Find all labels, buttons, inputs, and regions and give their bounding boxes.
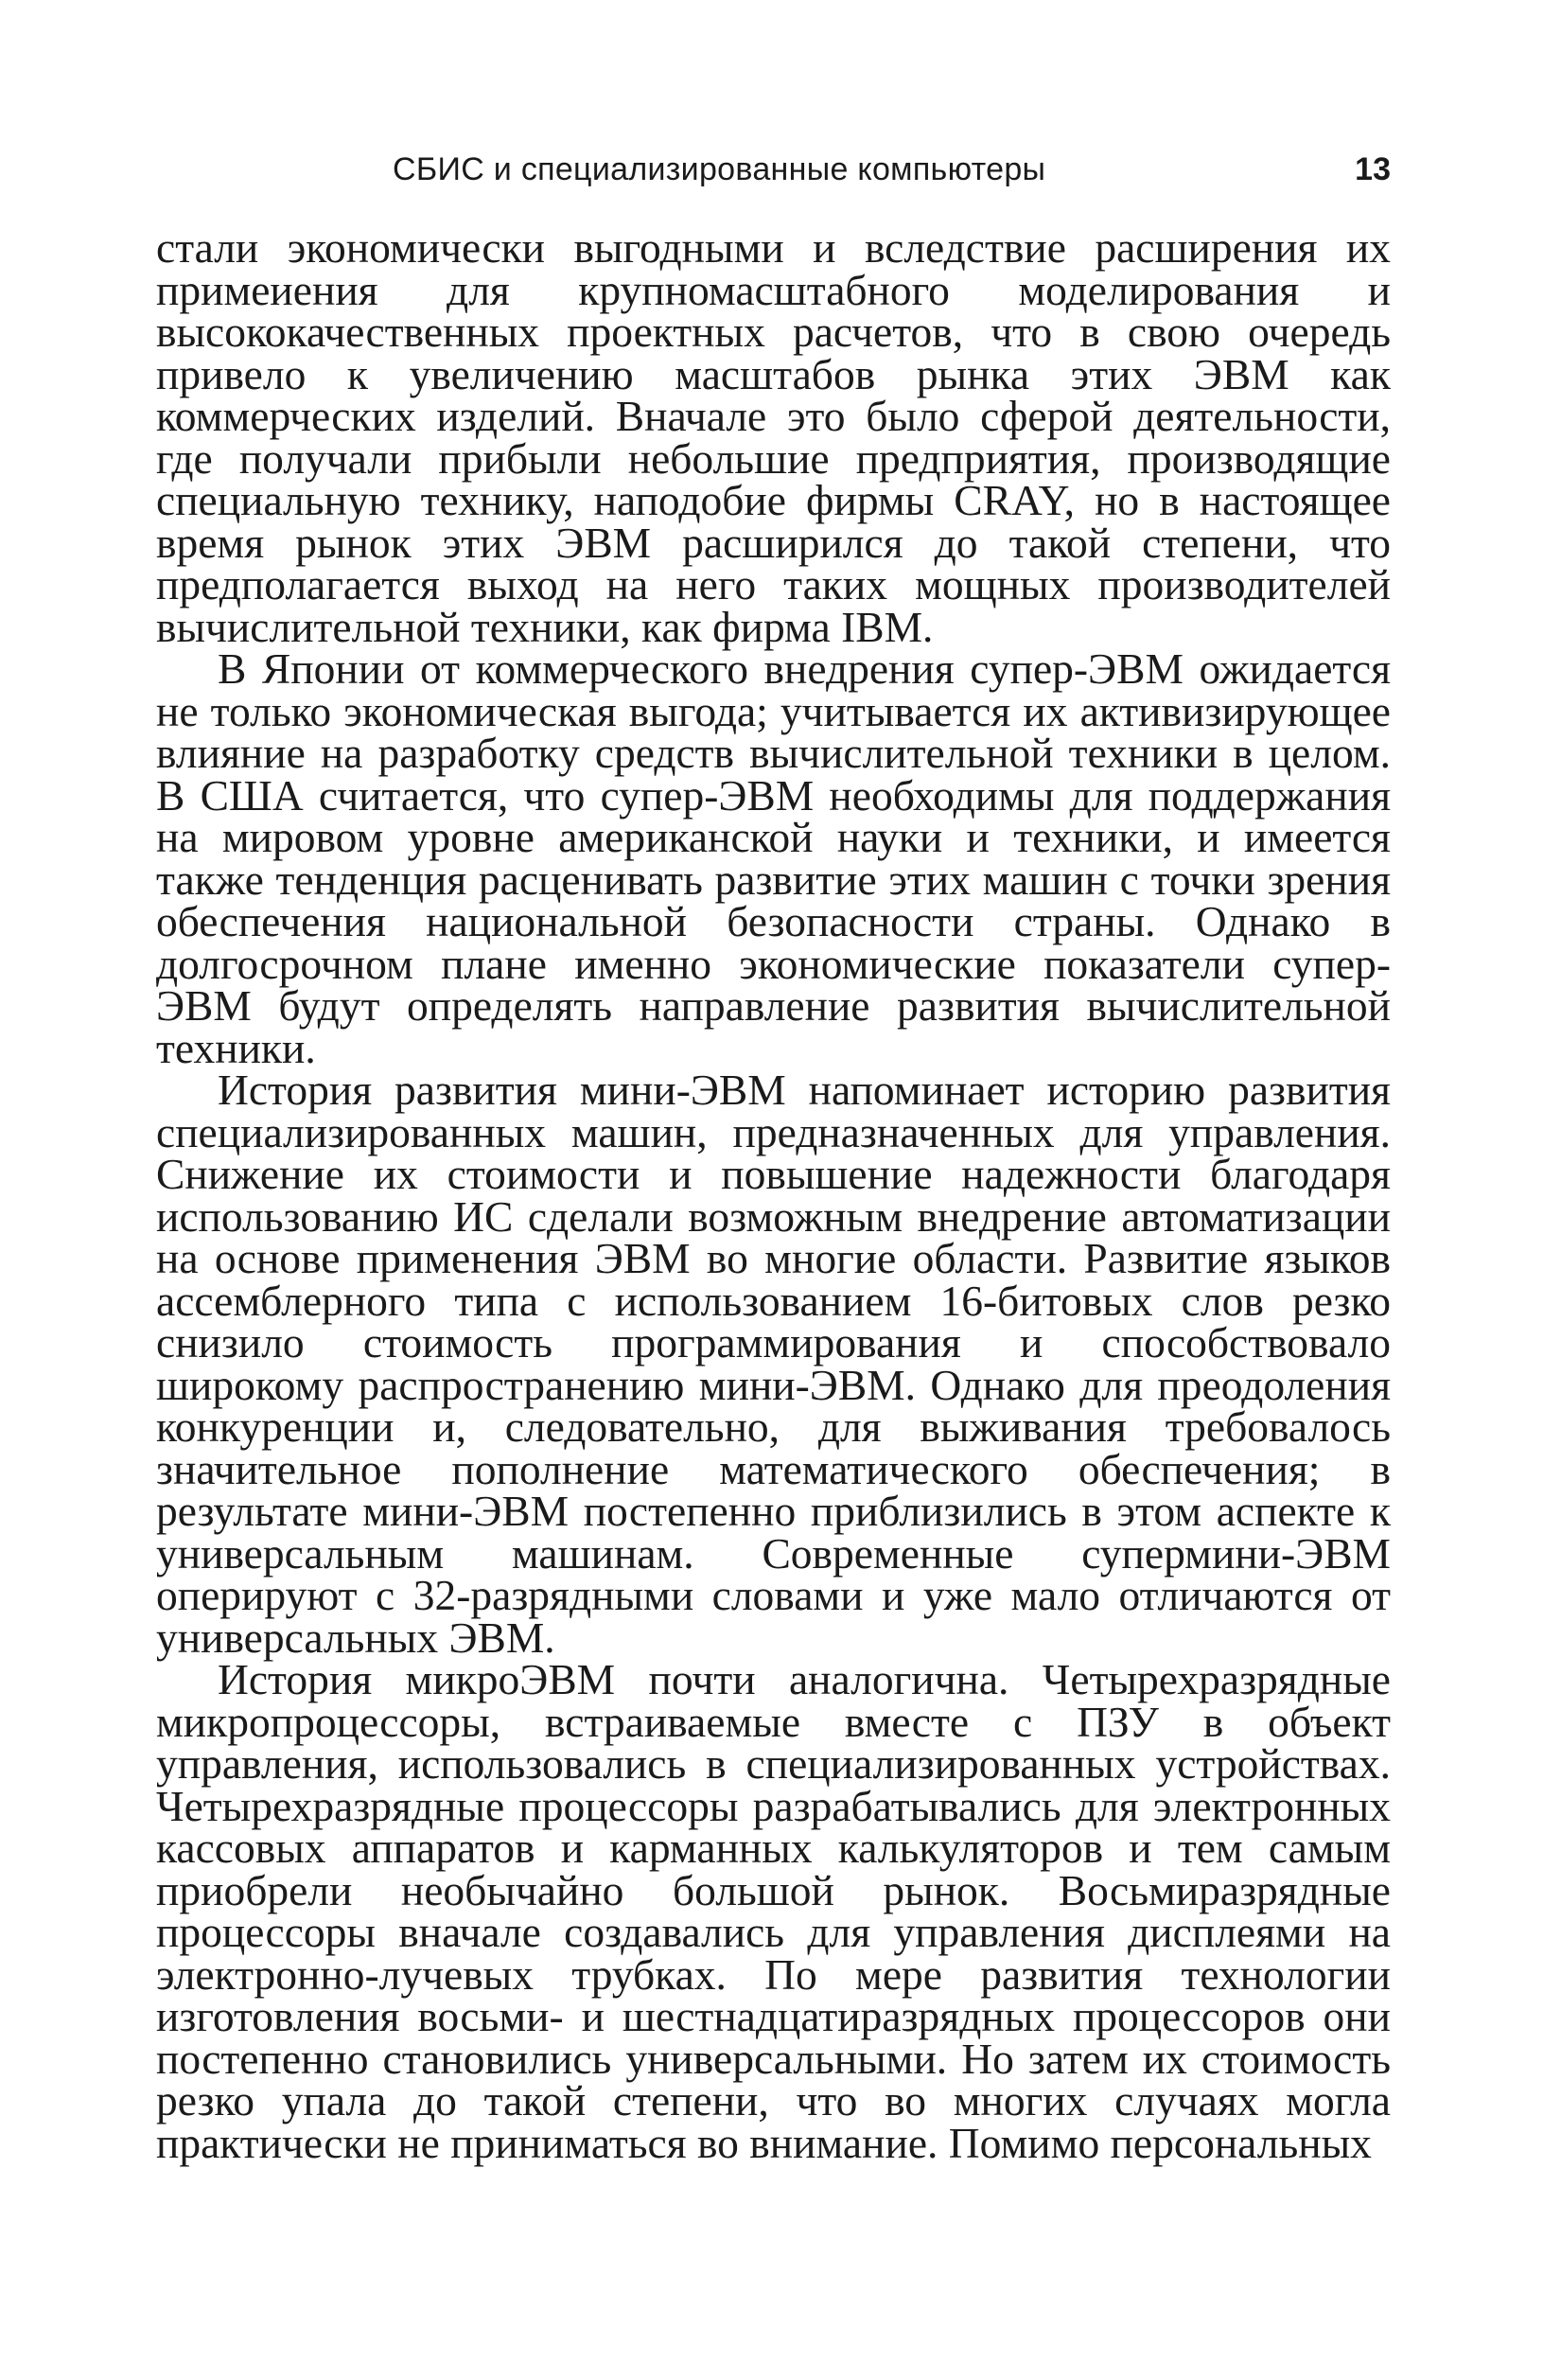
running-head bbox=[151, 151, 1391, 208]
paragraph-continuation: стали экономически выгодными и вследствие расширения их примеиения для крупномасштабного моделирования и высококачественных проектных расчетов, что в свою очередь привело к увеличению масштабов рынка этих ЭВМ как коммерческих изделий. Вначале это было сферой деятельности, где получали прибыли небольшие предприятия, производящие специальную технику, наподобие фирмы CRAY, но в настоящее время рынок этих ЭВМ расширился до такой степени, что предполагается выход на него таких мощных производителей вычислительной техники, как фирма IBM. bbox=[156, 223, 1391, 651]
paragraph-japan: В Японии от коммерческого внедрения супер-ЭВМ ожидается не только экономическая выгода; учитывается их активизирующее влияние на разработку средств вычислительной техники в целом. В США считается, что супер-ЭВМ необходимы для поддержания на мировом уровне американской науки и техники, и имеется также тенденция расценивать развитие этих машин с точки зрения обеспечения национальной безопасности страны. Однако в долгосрочном плане именно экономические показатели супер-ЭВМ будут определять направление развития вычислительной техники. bbox=[156, 644, 1391, 1072]
body-text bbox=[156, 223, 1391, 2167]
running-title: СБИС и специализированные компьютеры bbox=[393, 151, 1046, 187]
paragraph-micro-computers: История микроЭВМ почти аналогична. Четырехразрядные микропроцессоры, встраиваемые вместе с ПЗУ в объект управления, использовались в специализированных устройствах. Четырехразрядные процессоры разрабатывались для электронных кассовых аппаратов и карманных калькуляторов и тем самым приобрели необычайно большой рынок. Восьмиразрядные процессоры вначале создавались для управления дисплеями на электронно-лучевых трубках. По мере развития технологии изготовления восьми- и шестнадцатиразрядных процессоров они постепенно становились универсальными. Но затем их стоимость резко упала до такой степени, что во многих случаях могла практически не приниматься во внимание. Помимо персональных bbox=[156, 1655, 1391, 2167]
paragraph-mini-computers: История развития мини-ЭВМ напоминает историю развития специализированных машин, предназначенных для управления. Снижение их стоимости и повышение надежности благодаря использованию ИС сделали возможным внедрение автоматизации на основе применения ЭВМ во многие области. Развитие языков ассемблерного типа с использованием 16-битовых слов резко снизило стоимость программирования и способствовало широкому распространению мини-ЭВМ. Однако для преодоления конкуренции и, следовательно, для выживания требовалось значительное пополнение математического обеспечения; в результате мини-ЭВМ постепенно приблизились в этом аспекте к универсальным машинам. Современные супермини-ЭВМ оперируют с 32-разрядными словами и уже мало отличаются от универсальных ЭВМ. bbox=[156, 1066, 1391, 1662]
page-number: 13 bbox=[1355, 151, 1391, 187]
